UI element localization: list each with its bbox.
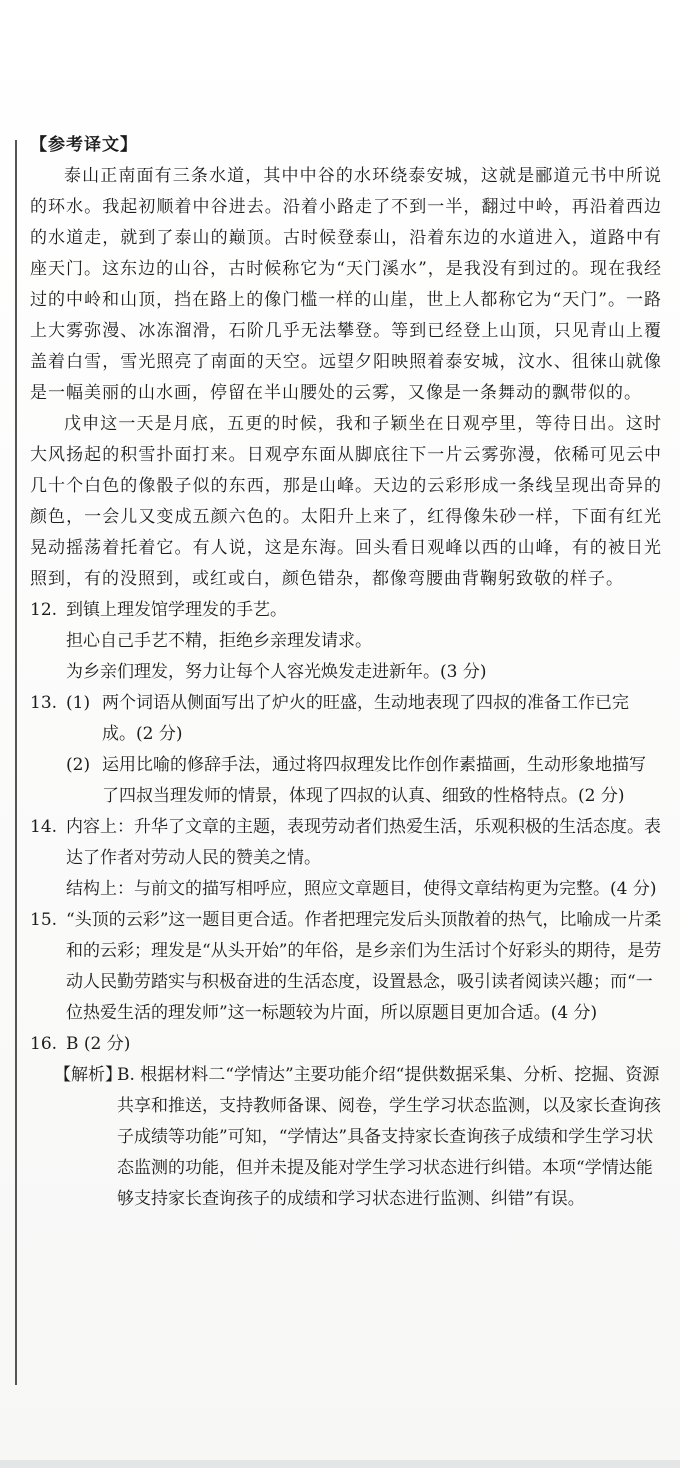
answer-structure-part: 结构上：与前文的描写相呼应，照应文章题目，使得文章结构更为完整。(4 分) (66, 879, 657, 899)
question-14 (30, 812, 662, 905)
question-number: 12. (30, 600, 58, 620)
analysis-text: B. 根据材料二“学情达”主要功能介绍“提供数据采集、分析、挖掘、资源共享和推送，支持教师备课、阅卷，学生学习状态监测，以及家长查询孩子成绩等功能”可知，“学情达”具备支持家长查询孩子成绩和学生学习状态监测的功能，但并未提及能对学生学习状态进行纠错。本项“学情达能够支持家长查询孩子的成绩和学习状态进行监测、纠错”有误。 (117, 1065, 661, 1209)
translation-paragraph-1: 泰山正南面有三条水道，其中中谷的水环绕泰安城，这就是郦道元书中所说的环水。我起初顺着中谷进去。沿着小路走了不到一半，翻过中岭，再沿着西边的水道走，就到了泰山的巅顶。古时候登泰山，沿着东边的水道进入，道路中有座天门。这东边的山谷，古时候称它为“天门溪水”，是我没有到过的。现在我经过的中岭和山顶，挡在路上的像门槛一样的山崖，世上人都称它为“天门”。一路上大雾弥漫、冰冻溜滑，石阶几乎无法攀登。等到已经登上山顶，只见青山上覆盖着白雪，雪光照亮了南面的天空。远望夕阳映照着泰安城，汶水、徂徕山就像是一幅美丽的山水画，停留在半山腰处的云雾，又像是一条舞动的飘带似的。 (30, 166, 662, 403)
question-number: 16. (30, 1034, 58, 1054)
analysis-tag: 【解析】 (54, 1065, 122, 1085)
question-number: 15. (30, 910, 58, 930)
question-13 (30, 688, 662, 750)
question-number: 13. (30, 693, 58, 713)
answer-text: “头顶的云彩”这一题目更合适。作者把理完发后头顶散着的热气，比喻成一片柔和的云彩；理发是“从头开始”的年俗，是乡亲们为生活讨个好彩头的期待，是劳动人民勤劳踏实与积极奋进的生活态度，设置悬念，吸引读者阅读兴趣；而“一位热爱生活的理发师”这一标题较为片面，所以原题目更加合适。(4 分) (66, 910, 662, 1023)
answer-line: 为乡亲们理发，努力让每个人容光焕发走进新年。(3 分) (66, 662, 487, 682)
answer-line: 担心自己手艺不精，拒绝乡亲理发请求。 (66, 631, 372, 651)
question-number: 14. (30, 817, 58, 837)
question-16 (30, 1029, 662, 1060)
left-margin-rule (15, 140, 17, 1385)
sub-answer-number: (1) (66, 693, 91, 713)
analysis-block (30, 1060, 662, 1215)
sub-answer-text: 运用比喻的修辞手法，通过将四叔理发比作创作素描画，生动形象地描写了四叔当理发师的情景，体现了四叔的认真、细致的性格特点。(2 分) (102, 755, 646, 806)
sub-answer-2 (30, 750, 662, 812)
translation-paragraph-2: 戊申这一天是月底，五更的时候，我和子颖坐在日观亭里，等待日出。这时大风扬起的积雪扑面打来。日观亭东面从脚底往下一片云雾弥漫，依稀可见云中几十个白色的像骰子似的东西，那是山峰。天边的云彩形成一条线呈现出奇异的颜色，一会儿又变成五颜六色的。太阳升上来了，红得像朱砂一样，下面有红光晃动摇荡着托着它。有人说，这是东海。回头看日观峰以西的山峰，有的被日光照到，有的没照到，或红或白，颜色错杂，都像弯腰曲背鞠躬致敬的样子。 (30, 414, 662, 589)
scan-bottom-band (0, 1460, 680, 1468)
translation-heading: 【参考译文】 (30, 135, 138, 155)
sub-answer-1 (66, 688, 662, 750)
sub-answer-number: (2) (66, 755, 91, 775)
answer-choice: B (2 分) (66, 1034, 131, 1054)
sub-answer-text: 两个词语从侧面写出了炉火的旺盛，生动地表现了四叔的准备工作已完成。(2 分) (102, 693, 629, 744)
question-15 (30, 905, 662, 1029)
answer-content (30, 130, 662, 1215)
answer-line: 到镇上理发馆学理发的手艺。 (66, 600, 287, 620)
answer-content-part: 内容上：升华了文章的主题，表现劳动者们热爱生活，乐观积极的生活态度。表达了作者对劳动人民的赞美之情。 (66, 817, 661, 868)
question-12 (30, 595, 662, 626)
